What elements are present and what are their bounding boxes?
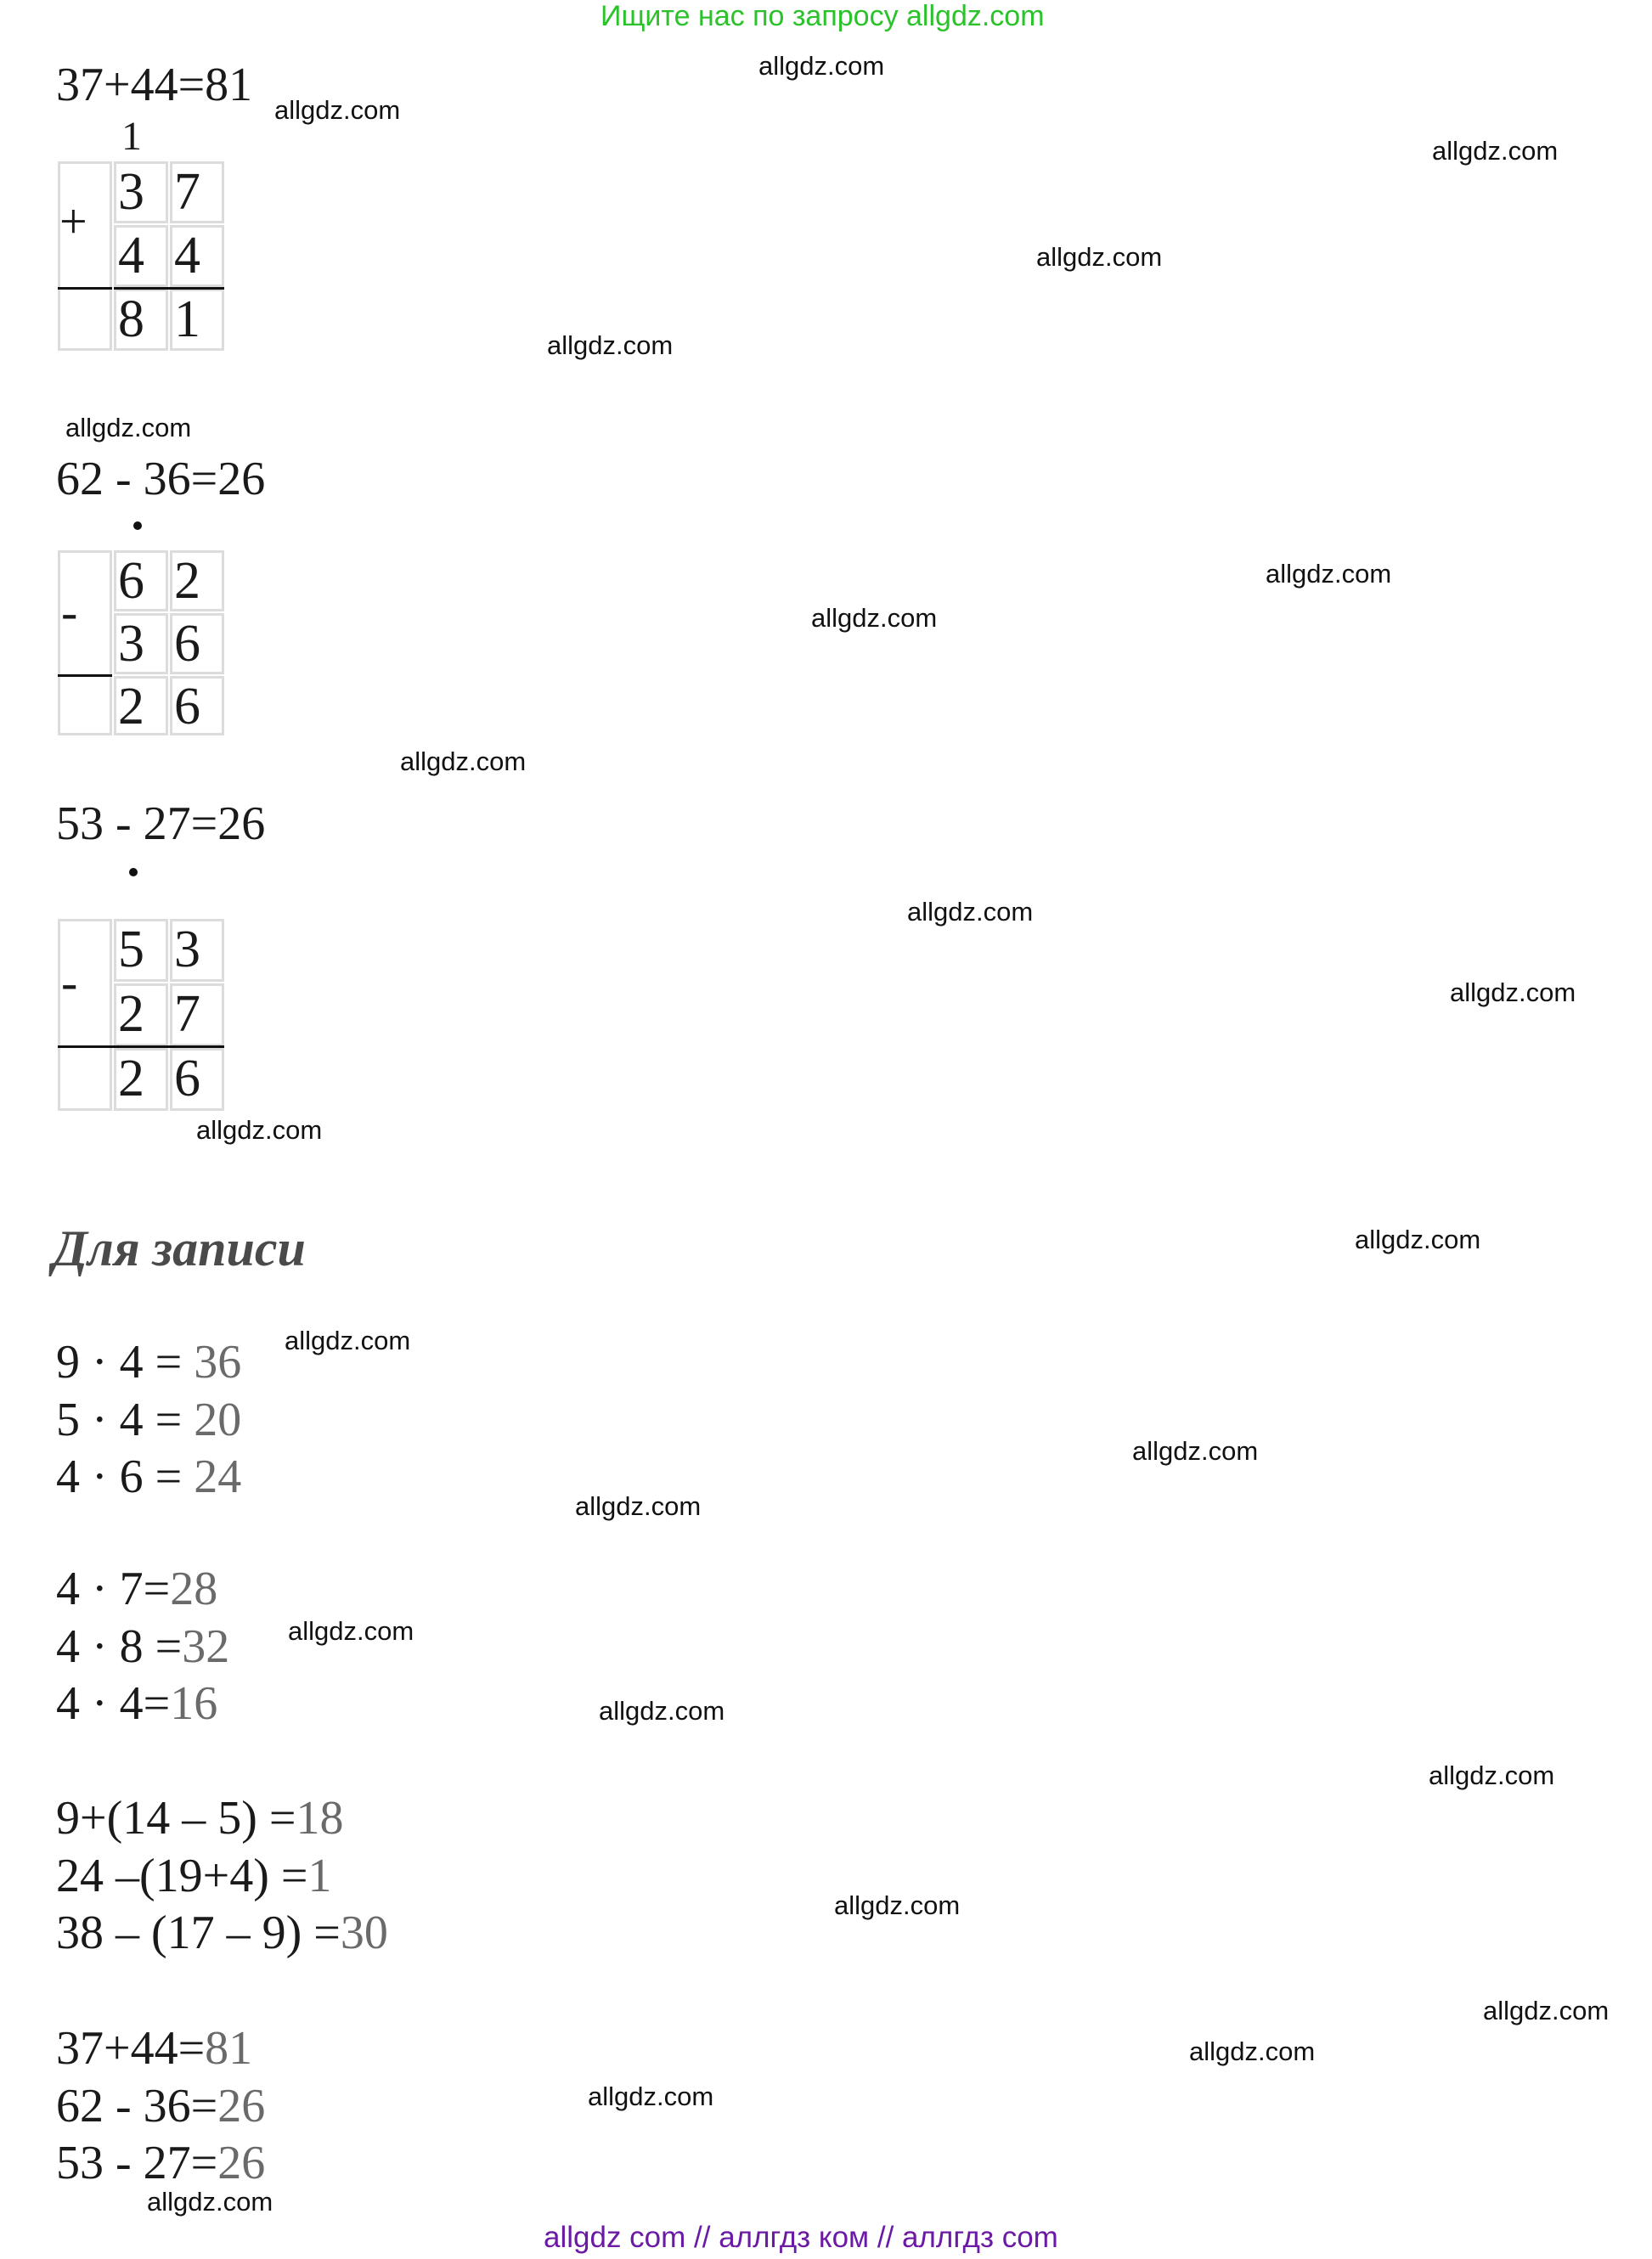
equation-row: 4 · 8 =32 — [56, 1620, 230, 1673]
watermark: allgdz.com — [288, 1616, 414, 1646]
digit-cell: 3 — [170, 919, 224, 982]
minus-operator: - — [61, 584, 78, 639]
operator-cell — [58, 550, 112, 735]
watermark: allgdz.com — [834, 1890, 961, 1920]
watermark: allgdz.com — [811, 603, 938, 633]
minus-operator: - — [61, 955, 78, 1010]
digit-cell: 1 — [170, 289, 224, 351]
digit-cell: 4 — [170, 225, 224, 287]
watermark: allgdz.com — [758, 51, 885, 81]
digit-cell: 5 — [114, 919, 168, 982]
equation-row: 62 - 36=26 — [56, 2080, 266, 2132]
result-value: 16 — [170, 1677, 218, 1730]
carry-digit: 1 — [121, 114, 142, 159]
equation-row: 9 · 4 = 36 — [56, 1336, 242, 1389]
watermark: allgdz.com — [1429, 1760, 1555, 1790]
difference-line — [58, 1045, 224, 1048]
operator-cell — [58, 161, 112, 351]
watermark: allgdz.com — [196, 1115, 323, 1145]
watermark: allgdz.com — [1432, 136, 1559, 166]
result-value: 20 — [194, 1394, 242, 1446]
difference-line — [58, 674, 112, 677]
result-value: 32 — [182, 1620, 230, 1673]
digit-cell: 6 — [170, 676, 224, 735]
borrow-dot — [129, 868, 138, 876]
top-banner: Ищите нас по запросу allgdz.com — [600, 0, 1045, 32]
digit-cell: 7 — [170, 161, 224, 223]
result-value: 1 — [307, 1850, 332, 1902]
digit-cell: 4 — [114, 225, 168, 287]
result-value: 30 — [340, 1907, 388, 1959]
watermark: allgdz.com — [1132, 1436, 1259, 1466]
digit-cell: 2 — [114, 983, 168, 1046]
equation-row: 5 · 4 = 20 — [56, 1394, 242, 1446]
watermark: allgdz.com — [65, 413, 192, 442]
watermark: allgdz.com — [575, 1491, 702, 1521]
equation-row: 4 · 4=16 — [56, 1677, 218, 1730]
equation-row: 38 – (17 – 9) =30 — [56, 1907, 388, 1959]
operator-cell — [58, 919, 112, 1111]
result-value: 26 — [217, 2080, 266, 2132]
watermark: allgdz.com — [907, 897, 1034, 927]
sum-line — [58, 287, 112, 290]
digit-cell: 7 — [170, 983, 224, 1046]
digit-cell: 6 — [114, 550, 168, 611]
equation-1: 37+44=81 — [56, 59, 253, 111]
result-value: 81 — [205, 2022, 253, 2075]
section-heading: Для записи — [53, 1220, 306, 1276]
footer-links: allgdz com // аллгдз ком // аллгдз com — [544, 2221, 1058, 2254]
equation-3: 53 - 27=26 — [56, 797, 266, 850]
watermark: allgdz.com — [599, 1696, 725, 1726]
result-value: 28 — [170, 1563, 218, 1615]
watermark: allgdz.com — [1483, 1996, 1610, 2025]
watermark: allgdz.com — [1036, 242, 1163, 272]
watermark: allgdz.com — [274, 95, 401, 125]
watermark: allgdz.com — [1355, 1225, 1481, 1254]
result-value: 26 — [217, 2137, 266, 2189]
result-value: 24 — [194, 1451, 242, 1503]
digit-cell: 3 — [114, 613, 168, 674]
digit-cell: 6 — [170, 613, 224, 674]
watermark: allgdz.com — [1189, 2036, 1316, 2066]
watermark: allgdz.com — [400, 746, 527, 776]
watermark: allgdz.com — [1450, 977, 1576, 1007]
digit-cell: 6 — [170, 1048, 224, 1111]
plus-operator: + — [59, 194, 87, 249]
watermark: allgdz.com — [1266, 559, 1392, 589]
watermark: allgdz.com — [285, 1326, 411, 1355]
equation-row: 53 - 27=26 — [56, 2137, 266, 2189]
equation-row: 24 –(19+4) =1 — [56, 1850, 332, 1902]
watermark: allgdz.com — [588, 2082, 714, 2111]
result-value: 18 — [296, 1792, 344, 1845]
borrow-dot — [133, 521, 142, 530]
watermark: allgdz.com — [147, 2187, 273, 2217]
digit-cell: 2 — [114, 1048, 168, 1111]
equation-row: 9+(14 – 5) =18 — [56, 1792, 344, 1845]
equation-row: 37+44=81 — [56, 2022, 253, 2075]
digit-cell: 8 — [114, 289, 168, 351]
equation-row: 4 · 6 = 24 — [56, 1451, 242, 1503]
digit-cell: 2 — [170, 550, 224, 611]
watermark: allgdz.com — [547, 330, 674, 360]
equation-row: 4 · 7=28 — [56, 1563, 218, 1615]
sum-line — [114, 287, 224, 290]
digit-cell: 3 — [114, 161, 168, 223]
equation-2: 62 - 36=26 — [56, 453, 266, 505]
digit-cell: 2 — [114, 676, 168, 735]
result-value: 36 — [194, 1336, 242, 1389]
